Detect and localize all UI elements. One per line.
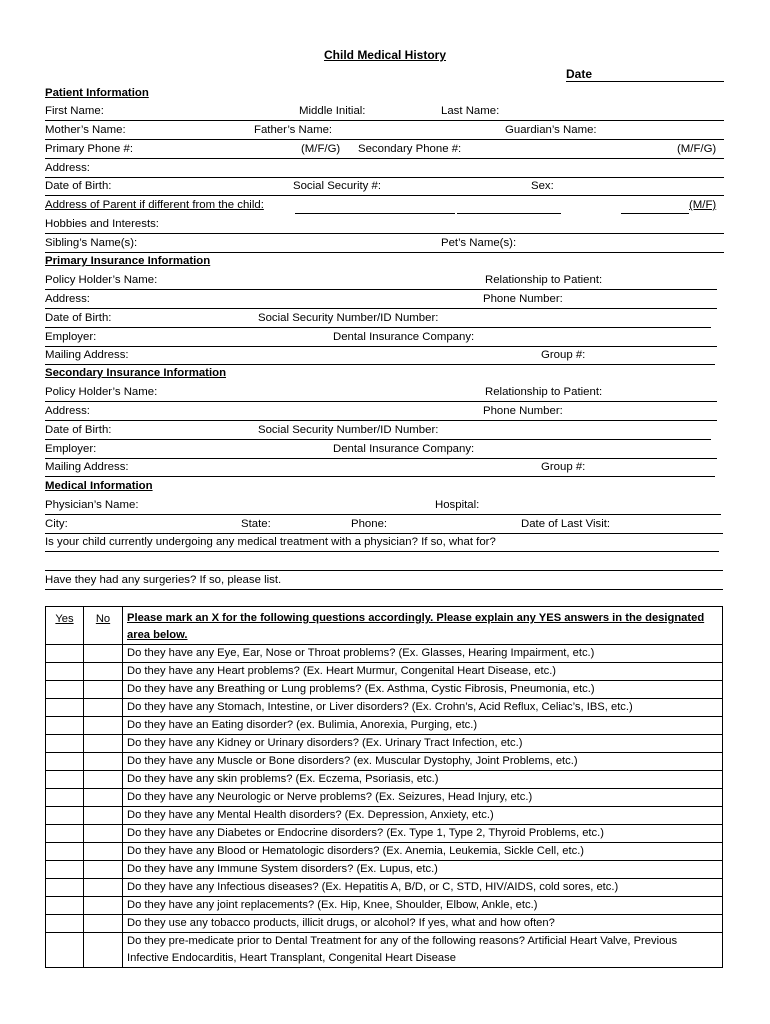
parents-row[interactable] — [45, 123, 724, 140]
yes-checkbox-cell[interactable] — [46, 735, 84, 753]
pets-label: Pet’s Name(s): — [441, 237, 517, 249]
primary-employer-label: Employer: — [45, 331, 97, 343]
question-text: Do they have any Muscle or Bone disorders? (ex. Muscular Dystophy, Joint Problems, etc.) — [123, 753, 723, 771]
table-row — [46, 933, 723, 968]
phone-row[interactable] — [45, 142, 724, 159]
primary-mailing-row[interactable] — [45, 348, 715, 365]
parent-address-line-2 — [457, 213, 561, 214]
table-row — [46, 735, 723, 753]
no-checkbox-cell[interactable] — [84, 753, 123, 771]
physician-row[interactable] — [45, 498, 721, 515]
address-row[interactable] — [45, 161, 724, 178]
first-name-label: First Name: — [45, 105, 104, 117]
parent-address-label: Address of Parent if different from the child: — [45, 199, 264, 211]
yes-checkbox-cell[interactable] — [46, 933, 84, 968]
primary-holder-row[interactable] — [45, 273, 717, 290]
yes-checkbox-cell[interactable] — [46, 663, 84, 681]
table-row — [46, 861, 723, 879]
primary-dob-row[interactable] — [45, 311, 711, 328]
table-row — [46, 663, 723, 681]
patient-info-heading: Patient Information — [45, 87, 149, 99]
secondary-relationship-label: Relationship to Patient: — [485, 386, 603, 398]
no-checkbox-cell[interactable] — [84, 933, 123, 968]
no-checkbox-cell[interactable] — [84, 735, 123, 753]
treatment-row[interactable] — [45, 535, 719, 552]
secondary-address-label: Address: — [45, 405, 90, 417]
table-row — [46, 699, 723, 717]
question-text: Do they have any Heart problems? (Ex. Heart Murmur, Congenital Heart Disease, etc.) — [123, 663, 723, 681]
no-checkbox-cell[interactable] — [84, 645, 123, 663]
yes-checkbox-cell[interactable] — [46, 771, 84, 789]
city-label: City: — [45, 518, 68, 530]
surgeries-row[interactable] — [45, 573, 723, 590]
secondary-dob-label: Date of Birth: — [45, 424, 112, 436]
parent-address-line-3 — [621, 213, 689, 214]
question-text: Do they have any Breathing or Lung problems? (Ex. Asthma, Cystic Fibrosis, Pneumonia, etc.) — [123, 681, 723, 699]
primary-insurance-heading: Primary Insurance Information — [45, 255, 211, 267]
question-text: Do they have any Stomach, Intestine, or Liver disorders? (Ex. Crohn’s, Acid Reflux, Celiac’s, IBS, etc.) — [123, 699, 723, 717]
treatment-question: Is your child currently undergoing any medical treatment with a physician? If so, what for? — [45, 536, 496, 548]
hobbies-row[interactable] — [45, 217, 724, 234]
secondary-employer-label: Employer: — [45, 443, 97, 455]
question-text: Do they have any Infectious diseases? (Ex. Hepatitis A, B/D, or C, STD, HIV/AIDS, cold sores, etc.) — [123, 879, 723, 897]
secondary-insurance-heading: Secondary Insurance Information — [45, 367, 227, 379]
name-row[interactable] — [45, 104, 724, 121]
father-name-label: Father’s Name: — [254, 124, 333, 136]
no-checkbox-cell[interactable] — [84, 897, 123, 915]
yes-checkbox-cell[interactable] — [46, 807, 84, 825]
table-row — [46, 915, 723, 933]
secondary-dob-row[interactable] — [45, 423, 711, 440]
no-checkbox-cell[interactable] — [84, 789, 123, 807]
secondary-phone-label: Phone Number: — [483, 405, 563, 417]
primary-address-label: Address: — [45, 293, 90, 305]
primary-phone-label: Phone Number: — [483, 293, 563, 305]
primary-group-label: Group #: — [541, 349, 586, 361]
question-text: Do they have any Immune System disorders? (Ex. Lupus, etc.) — [123, 861, 723, 879]
treatment-blank-line[interactable] — [45, 554, 723, 571]
medical-info-heading: Medical Information — [45, 480, 153, 492]
yes-checkbox-cell[interactable] — [46, 645, 84, 663]
no-column-header: No — [84, 607, 123, 645]
birth-row[interactable] — [45, 179, 724, 196]
primary-address-row[interactable] — [45, 292, 717, 309]
siblings-label: Sibling’s Name(s): — [45, 237, 138, 249]
yes-checkbox-cell[interactable] — [46, 843, 84, 861]
no-checkbox-cell[interactable] — [84, 825, 123, 843]
table-row — [46, 681, 723, 699]
table-row — [46, 789, 723, 807]
hobbies-label: Hobbies and Interests: — [45, 218, 159, 230]
table-row — [46, 771, 723, 789]
dob-label: Date of Birth: — [45, 180, 112, 192]
last-name-label: Last Name: — [441, 105, 500, 117]
primary-dob-label: Date of Birth: — [45, 312, 112, 324]
no-checkbox-cell[interactable] — [84, 807, 123, 825]
date-label: Date — [566, 67, 593, 81]
question-text: Do they have any Diabetes or Endocrine disorders? (Ex. Type 1, Type 2, Thyroid Problems, etc.) — [123, 825, 723, 843]
question-text: Do they have an Eating disorder? (ex. Bulimia, Anorexia, Purging, etc.) — [123, 717, 723, 735]
surgeries-question: Have they had any surgeries? If so, please list. — [45, 574, 282, 586]
table-row — [46, 879, 723, 897]
primary-dental-label: Dental Insurance Company: — [333, 331, 475, 343]
parent-address-line-1 — [295, 213, 455, 214]
medical-phone-label: Phone: — [351, 518, 388, 530]
no-checkbox-cell[interactable] — [84, 681, 123, 699]
instructions-text: Please mark an X for the following questions accordingly. Please explain any YES answers in the designated area below. — [123, 607, 723, 645]
table-row — [46, 753, 723, 771]
no-checkbox-cell[interactable] — [84, 717, 123, 735]
secondary-ssn-label: Social Security Number/ID Number: — [258, 424, 439, 436]
form-title: Child Medical History — [323, 48, 447, 62]
city-row[interactable] — [45, 517, 723, 534]
primary-holder-label: Policy Holder’s Name: — [45, 274, 158, 286]
state-label: State: — [241, 518, 271, 530]
table-row — [46, 807, 723, 825]
no-checkbox-cell[interactable] — [84, 771, 123, 789]
question-text: Do they have any Neurologic or Nerve problems? (Ex. Seizures, Head Injury, etc.) — [123, 789, 723, 807]
yes-checkbox-cell[interactable] — [46, 825, 84, 843]
yes-checkbox-cell[interactable] — [46, 753, 84, 771]
primary-relationship-label: Relationship to Patient: — [485, 274, 603, 286]
last-visit-label: Date of Last Visit: — [521, 518, 611, 530]
secondary-mailing-row[interactable] — [45, 460, 715, 477]
yes-checkbox-cell[interactable] — [46, 717, 84, 735]
secondary-employer-row[interactable] — [45, 442, 717, 459]
yes-checkbox-cell[interactable] — [46, 897, 84, 915]
question-text: Do they have any Eye, Ear, Nose or Throat problems? (Ex. Glasses, Hearing Impairment, etc.) — [123, 645, 723, 663]
secondary-dental-label: Dental Insurance Company: — [333, 443, 475, 455]
health-questions-table — [45, 606, 723, 968]
physician-label: Physician’s Name: — [45, 499, 139, 511]
secondary-group-label: Group #: — [541, 461, 586, 473]
yes-checkbox-cell[interactable] — [46, 681, 84, 699]
question-text: Do they use any tobacco products, illicit drugs, or alcohol? If yes, what and how often? — [123, 915, 723, 933]
secondary-address-row[interactable] — [45, 404, 717, 421]
date-field[interactable] — [566, 67, 724, 82]
address-label: Address: — [45, 162, 90, 174]
table-row — [46, 645, 723, 663]
primary-mailing-label: Mailing Address: — [45, 349, 129, 361]
question-text: Do they have any joint replacements? (Ex. Hip, Knee, Shoulder, Elbow, Ankle, etc.) — [123, 897, 723, 915]
no-checkbox-cell[interactable] — [84, 915, 123, 933]
secondary-mailing-label: Mailing Address: — [45, 461, 129, 473]
primary-phone-mfg: (M/F/G) — [301, 143, 341, 155]
yes-checkbox-cell[interactable] — [46, 879, 84, 897]
primary-ssn-label: Social Security Number/ID Number: — [258, 312, 439, 324]
no-checkbox-cell[interactable] — [84, 879, 123, 897]
mother-name-label: Mother’s Name: — [45, 124, 126, 136]
no-checkbox-cell[interactable] — [84, 699, 123, 717]
primary-employer-row[interactable] — [45, 330, 717, 347]
secondary-phone-mfg: (M/F/G) — [677, 143, 717, 155]
yes-checkbox-cell[interactable] — [46, 915, 84, 933]
question-text: Do they have any Mental Health disorders? (Ex. Depression, Anxiety, etc.) — [123, 807, 723, 825]
parent-address-row[interactable] — [45, 198, 724, 214]
yes-column-header: Yes — [46, 607, 84, 645]
secondary-phone-label: Secondary Phone #: — [358, 143, 462, 155]
hospital-label: Hospital: — [435, 499, 480, 511]
yes-checkbox-cell[interactable] — [46, 861, 84, 879]
no-checkbox-cell[interactable] — [84, 861, 123, 879]
question-text: Do they have any Kidney or Urinary disorders? (Ex. Urinary Tract Infection, etc.) — [123, 735, 723, 753]
question-text: Do they pre-medicate prior to Dental Treatment for any of the following reasons? Artificial Heart Valve, Previous Infective Endocarditis, Heart Transplant, Congenital Heart Disease — [123, 933, 723, 968]
table-row — [46, 717, 723, 735]
sex-label: Sex: — [531, 180, 554, 192]
table-row — [46, 897, 723, 915]
question-text: Do they have any Blood or Hematologic disorders? (Ex. Anemia, Leukemia, Sickle Cell, etc.) — [123, 843, 723, 861]
secondary-holder-label: Policy Holder’s Name: — [45, 386, 158, 398]
middle-initial-label: Middle Initial: — [299, 105, 366, 117]
yes-checkbox-cell[interactable] — [46, 699, 84, 717]
no-checkbox-cell[interactable] — [84, 663, 123, 681]
yes-checkbox-cell[interactable] — [46, 789, 84, 807]
question-text: Do they have any skin problems? (Ex. Eczema, Psoriasis, etc.) — [123, 771, 723, 789]
primary-phone-label: Primary Phone #: — [45, 143, 133, 155]
siblings-row[interactable] — [45, 236, 724, 253]
parent-sex-mf: (M/F) — [689, 199, 717, 211]
table-row — [46, 825, 723, 843]
secondary-holder-row[interactable] — [45, 385, 717, 402]
no-checkbox-cell[interactable] — [84, 843, 123, 861]
ssn-label: Social Security #: — [293, 180, 381, 192]
table-row — [46, 843, 723, 861]
guardian-name-label: Guardian’s Name: — [505, 124, 597, 136]
